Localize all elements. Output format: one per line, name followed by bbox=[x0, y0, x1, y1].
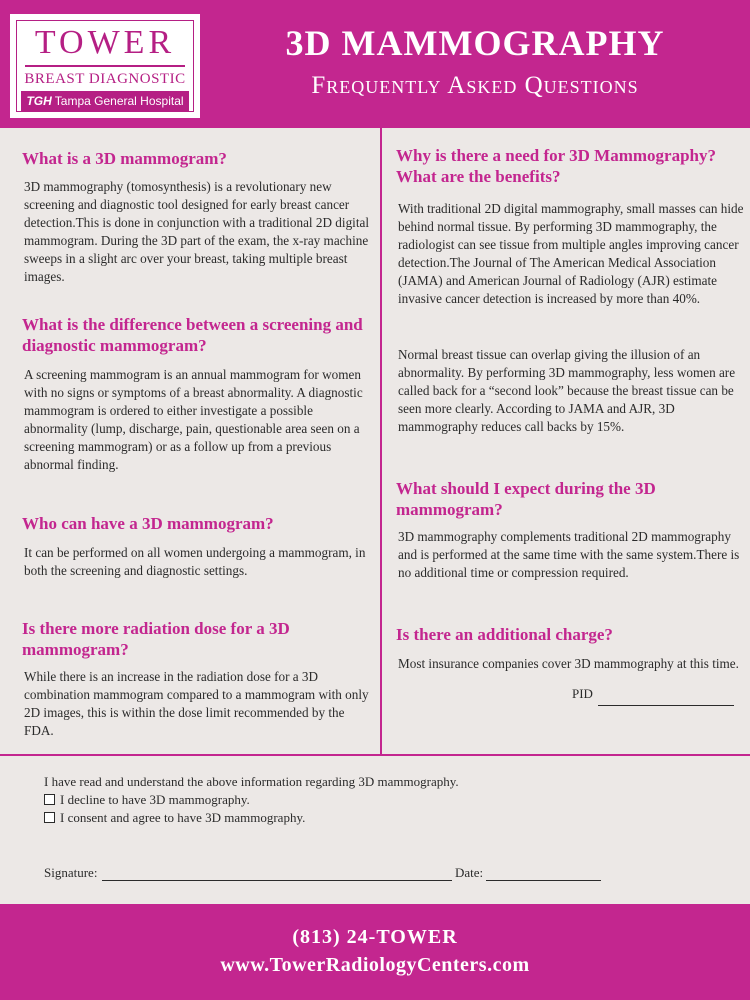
question-radiation: Is there more radiation dose for a 3D mammogram? bbox=[22, 619, 290, 659]
decline-option[interactable] bbox=[44, 792, 250, 808]
decline-checkbox[interactable] bbox=[44, 794, 55, 805]
answer-charge: Most insurance companies cover 3D mammography at this time. bbox=[398, 656, 739, 671]
column-divider bbox=[380, 128, 382, 754]
answer-expect: 3D mammography complements traditional 2D mammography and is performed at the same time with the same system.There is no additional time or compression required. bbox=[398, 529, 740, 580]
faq-body bbox=[0, 128, 750, 756]
decline-label: I decline to have 3D mammography. bbox=[60, 792, 250, 807]
pid-field[interactable] bbox=[598, 705, 734, 706]
answer-who-can: It can be performed on all women undergoing a mammogram, in both the screening and diagnostic settings. bbox=[24, 545, 366, 578]
consent-section bbox=[0, 756, 750, 902]
signature-field[interactable] bbox=[102, 880, 452, 881]
page-title: 3D MAMMOGRAPHY bbox=[285, 23, 665, 63]
logo-brand: TOWER bbox=[34, 24, 176, 61]
tower-logo bbox=[10, 14, 200, 118]
page-subtitle: Frequently Asked Questions bbox=[311, 72, 639, 99]
tgh-badge bbox=[21, 91, 189, 111]
consent-label: I consent and agree to have 3D mammography. bbox=[60, 810, 306, 825]
question-what-is: What is a 3D mammogram? bbox=[22, 149, 227, 168]
answer-why-need-2: Normal breast tissue can overlap giving the illusion of an abnormality. By performing 3D mammography, less women are called back for a “second look” because the breast tissue can be seen more clearly. According to JAMA and AJR, 3D mammography reduces call backs by 15%. bbox=[398, 347, 736, 434]
tgh-mark: TGH bbox=[26, 94, 52, 108]
phone-number: (813) 24-TOWER bbox=[292, 926, 458, 948]
hospital-name: Tampa General Hospital bbox=[54, 94, 184, 108]
consent-option[interactable] bbox=[44, 810, 305, 826]
website-link: www.TowerRadiologyCenters.com bbox=[220, 954, 530, 976]
footer-banner bbox=[0, 904, 750, 1000]
date-field[interactable] bbox=[486, 880, 601, 881]
answer-radiation: While there is an increase in the radiation dose for a 3D combination mammogram compared to a mammogram with only 2D images, this is within the dose limit recommended by the FDA. bbox=[24, 669, 369, 738]
header-banner bbox=[0, 0, 750, 128]
consent-intro: I have read and understand the above information regarding 3D mammography. bbox=[44, 774, 459, 789]
question-expect: What should I expect during the 3D mammogram? bbox=[396, 479, 656, 519]
answer-why-need: With traditional 2D digital mammography, small masses can hide behind normal tissue. By performing 3D mammography, the radiologist can see tissue from multiple angles improving cancer detection.The Journal of The American Medical Association (JAMA) and American Journal of Radiology (AJR) estimate invasive cancer detection is increased by more than 40%. bbox=[398, 201, 744, 306]
pid-label: PID bbox=[572, 686, 593, 701]
signature-label: Signature: bbox=[44, 865, 98, 880]
answer-difference: A screening mammogram is an annual mammogram for women with no signs or symptoms of a breast abnormality. A diagnostic mammogram is ordered to either investigate a possible abnormality (lump, discharge, pain, questionable area seen on a screening mammogram) or as a follow up from a previous abnormal finding. bbox=[24, 367, 363, 472]
question-charge: Is there an additional charge? bbox=[396, 625, 613, 644]
consent-checkbox[interactable] bbox=[44, 812, 55, 823]
answer-what-is: 3D mammography (tomosynthesis) is a revolutionary new screening and diagnostic tool designed for early breast cancer detection.This is done in conjunction with a traditional 2D digital mammogram. During the 3D part of the exam, the x-ray machine sweeps in a slight arc over your breast, taking multiple breast images. bbox=[24, 179, 370, 284]
logo-subtitle: BREAST DIAGNOSTIC bbox=[24, 71, 186, 87]
question-who-can: Who can have a 3D mammogram? bbox=[22, 514, 274, 533]
date-label: Date: bbox=[455, 865, 484, 880]
question-difference: What is the difference between a screening and diagnostic mammogram? bbox=[22, 315, 363, 355]
question-why-need: Why is there a need for 3D Mammography? What are the benefits? bbox=[396, 146, 716, 186]
